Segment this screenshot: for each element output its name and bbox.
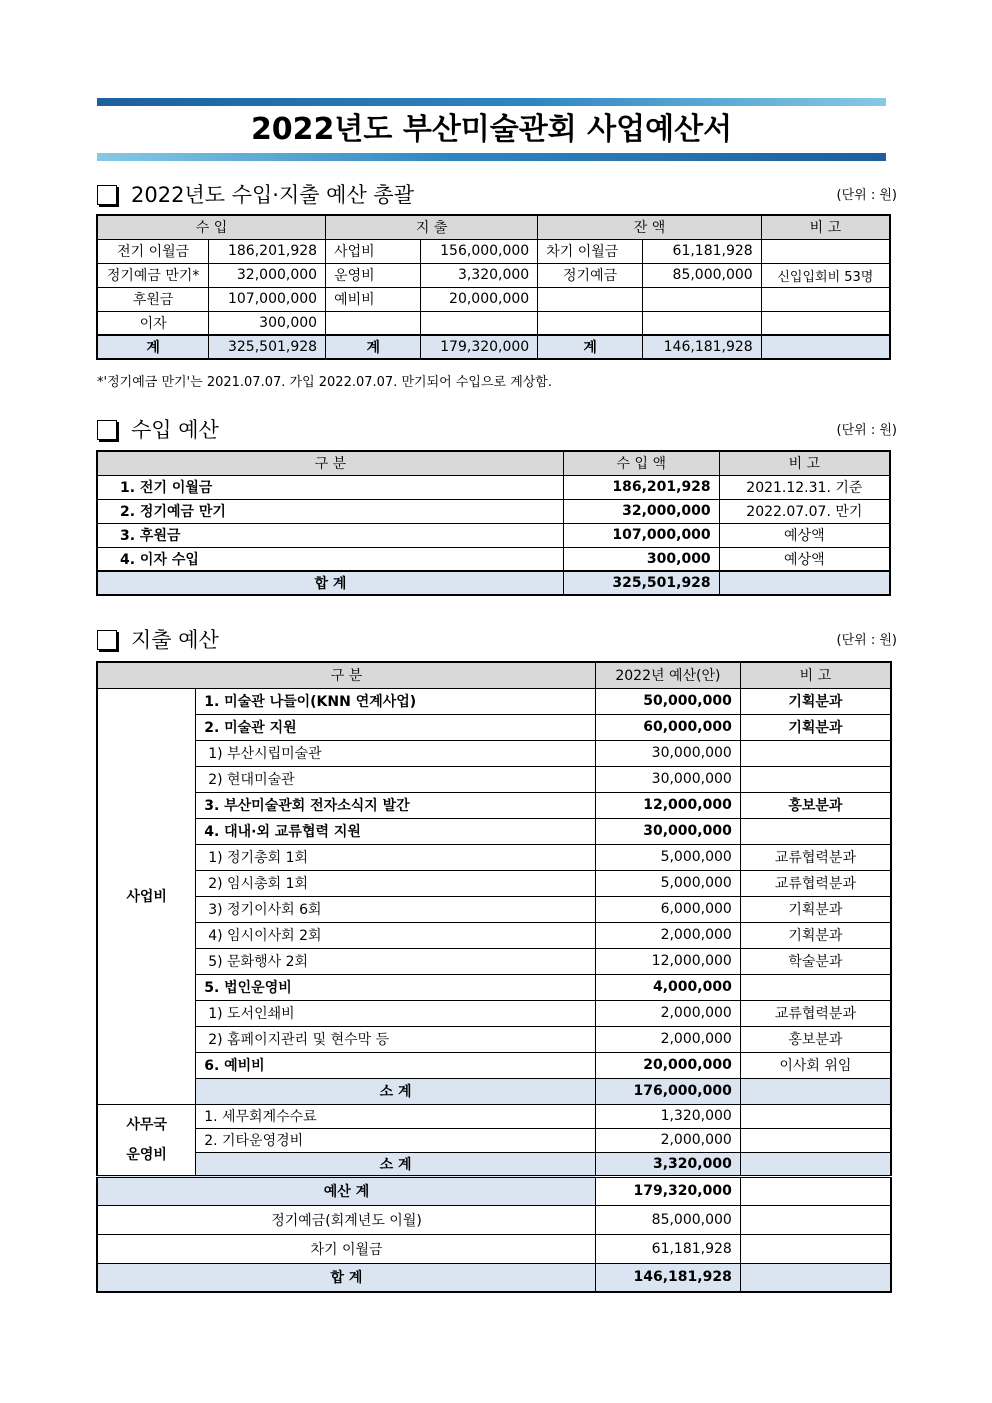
cell: 기획분과 <box>740 688 891 714</box>
group-label-office-line1: 사무국 <box>126 1116 167 1133</box>
cell: 176,000,000 <box>596 1078 741 1104</box>
cell: 2) 임시총회 1회 <box>196 870 596 896</box>
cell <box>740 1205 891 1234</box>
summary-total-row <box>97 335 890 359</box>
cell: 정기예금(회계년도 이월) <box>97 1205 596 1234</box>
cell: 1) 부산시립미술관 <box>196 740 596 766</box>
cell: 5) 문화행사 2회 <box>196 948 596 974</box>
cell <box>740 1152 891 1176</box>
cell: 5,000,000 <box>596 844 741 870</box>
cell <box>740 1263 891 1292</box>
table-row <box>97 475 890 499</box>
table-row <box>97 766 891 792</box>
cell: 교류협력분과 <box>740 844 891 870</box>
cell: 교류협력분과 <box>740 1000 891 1026</box>
cell: 12,000,000 <box>596 792 741 818</box>
expense-header-amount: 2022년 예산(안) <box>596 662 741 688</box>
cell: 32,000,000 <box>563 499 719 523</box>
cell: 6. 예비비 <box>196 1052 596 1078</box>
budget-total-row <box>97 1176 891 1205</box>
cell: 홍보분과 <box>740 792 891 818</box>
cell: 325,501,928 <box>209 335 326 359</box>
cell: 2,000,000 <box>596 1128 741 1152</box>
table-row <box>97 547 890 571</box>
expense-header-row <box>97 662 891 688</box>
cell: 20,000,000 <box>421 287 538 311</box>
table-row <box>97 792 891 818</box>
cell <box>326 311 421 335</box>
cell <box>719 571 890 595</box>
cell <box>740 1176 891 1205</box>
checkbox-icon <box>97 420 117 440</box>
section3-unit: (단위 : 원) <box>836 633 897 648</box>
section3-heading <box>97 626 897 654</box>
cell: 146,181,928 <box>642 335 761 359</box>
summary-table <box>96 214 891 360</box>
expense-header-category: 구 분 <box>97 662 596 688</box>
cell: 61,181,928 <box>596 1234 741 1263</box>
table-row <box>97 818 891 844</box>
cell: 4. 이자 수입 <box>97 547 563 571</box>
income-table <box>96 450 891 596</box>
table-row <box>97 239 890 263</box>
cell: 2,000,000 <box>596 922 741 948</box>
cell: 합 계 <box>97 1263 596 1292</box>
section2-unit: (단위 : 원) <box>836 423 897 438</box>
cell: 30,000,000 <box>596 740 741 766</box>
income-header-row <box>97 451 890 475</box>
table-row <box>97 948 891 974</box>
cell: 학술분과 <box>740 948 891 974</box>
section2-title: 수입 예산 <box>131 418 219 442</box>
cell: 5. 법인운영비 <box>196 974 596 1000</box>
cell <box>761 335 890 359</box>
cell: 차기 이월금 <box>538 239 643 263</box>
cell: 107,000,000 <box>563 523 719 547</box>
cell: 2,000,000 <box>596 1026 741 1052</box>
cell: 예비비 <box>326 287 421 311</box>
title-bar-bottom <box>97 153 886 161</box>
checkbox-icon <box>97 185 117 205</box>
table-row <box>97 1026 891 1052</box>
cell <box>538 287 643 311</box>
cell <box>740 1104 891 1128</box>
cell: 2. 미술관 지원 <box>196 714 596 740</box>
cell: 61,181,928 <box>642 239 761 263</box>
cell: 2022.07.07. 만기 <box>719 499 890 523</box>
cell <box>761 287 890 311</box>
cell: 156,000,000 <box>421 239 538 263</box>
cell: 예상액 <box>719 547 890 571</box>
income-total-row <box>97 571 890 595</box>
deposit-row <box>97 1205 891 1234</box>
summary-header-expense: 지 출 <box>326 215 538 239</box>
table-row <box>97 287 890 311</box>
cell <box>761 239 890 263</box>
cell: 12,000,000 <box>596 948 741 974</box>
group-label-business: 사업비 <box>97 688 196 1104</box>
table-row <box>97 311 890 335</box>
cell: 4. 대내·외 교류협력 지원 <box>196 818 596 844</box>
cell: 300,000 <box>563 547 719 571</box>
cell: 합 계 <box>97 571 563 595</box>
cell: 차기 이월금 <box>97 1234 596 1263</box>
cell: 운영비 <box>326 263 421 287</box>
table-row <box>97 1052 891 1078</box>
cell: 1,320,000 <box>596 1104 741 1128</box>
cell: 30,000,000 <box>596 818 741 844</box>
cell: 186,201,928 <box>209 239 326 263</box>
title-banner <box>97 98 886 162</box>
income-header-remark: 비 고 <box>719 451 890 475</box>
cell: 186,201,928 <box>563 475 719 499</box>
cell: 107,000,000 <box>209 287 326 311</box>
cell <box>740 766 891 792</box>
cell <box>538 311 643 335</box>
table-row <box>97 523 890 547</box>
cell: 85,000,000 <box>642 263 761 287</box>
cell: 1) 정기총회 1회 <box>196 844 596 870</box>
cell <box>740 974 891 1000</box>
cell: 1) 도서인쇄비 <box>196 1000 596 1026</box>
cell: 2) 현대미술관 <box>196 766 596 792</box>
table-row <box>97 499 890 523</box>
summary-header-balance: 잔 액 <box>538 215 762 239</box>
cell: 146,181,928 <box>596 1263 741 1292</box>
section1-unit: (단위 : 원) <box>836 188 897 203</box>
group-label-office-line2: 운영비 <box>126 1146 167 1163</box>
cell: 소 계 <box>196 1078 596 1104</box>
cell <box>740 818 891 844</box>
cell: 5,000,000 <box>596 870 741 896</box>
cell: 후원금 <box>97 287 209 311</box>
cell: 정기예금 <box>538 263 643 287</box>
table-row <box>97 922 891 948</box>
office-subtotal-row <box>97 1152 891 1176</box>
cell: 소 계 <box>196 1152 596 1176</box>
table-row <box>97 844 891 870</box>
cell: 6,000,000 <box>596 896 741 922</box>
cell: 홍보분과 <box>740 1026 891 1052</box>
section3-title: 지출 예산 <box>131 628 219 652</box>
cell: 4) 임시이사회 2회 <box>196 922 596 948</box>
summary-header-income: 수 입 <box>97 215 326 239</box>
cell: 32,000,000 <box>209 263 326 287</box>
cell <box>740 1234 891 1263</box>
cell: 300,000 <box>209 311 326 335</box>
cell: 4,000,000 <box>596 974 741 1000</box>
cell: 30,000,000 <box>596 766 741 792</box>
cell <box>740 1078 891 1104</box>
cell: 정기예금 만기* <box>97 263 209 287</box>
cell: 이사회 위임 <box>740 1052 891 1078</box>
cell: 2,000,000 <box>596 1000 741 1026</box>
cell: 전기 이월금 <box>97 239 209 263</box>
table-row <box>97 740 891 766</box>
document-title: 2022년도 부산미술관회 사업예산서 <box>250 112 733 147</box>
cell: 신입입회비 53명 <box>761 263 890 287</box>
cell: 2) 홈페이지관리 및 현수막 등 <box>196 1026 596 1052</box>
table-row <box>97 714 891 740</box>
cell: 2. 기타운영경비 <box>196 1128 596 1152</box>
income-header-amount: 수 입 액 <box>563 451 719 475</box>
cell: 179,320,000 <box>596 1176 741 1205</box>
cell: 50,000,000 <box>596 688 741 714</box>
summary-footnote: *'정기예금 만기'는 2021.07.07. 가입 2022.07.07. 만기되어 수입으로 계상함. <box>97 375 552 390</box>
cell <box>740 1128 891 1152</box>
title-bar-top <box>97 98 886 106</box>
cell: 기획분과 <box>740 922 891 948</box>
cell: 3. 부산미술관회 전자소식지 발간 <box>196 792 596 818</box>
cell: 60,000,000 <box>596 714 741 740</box>
cell: 2. 정기예금 만기 <box>97 499 563 523</box>
grand-total-row <box>97 1263 891 1292</box>
carry-row <box>97 1234 891 1263</box>
business-subtotal-row <box>97 1078 891 1104</box>
table-row <box>97 974 891 1000</box>
summary-header-remark: 비 고 <box>761 215 890 239</box>
cell: 이자 <box>97 311 209 335</box>
section1-title: 2022년도 수입·지출 예산 총괄 <box>131 183 415 207</box>
cell <box>740 740 891 766</box>
cell: 179,320,000 <box>421 335 538 359</box>
cell: 기획분과 <box>740 896 891 922</box>
section1-heading <box>97 181 897 209</box>
expense-header-remark: 비 고 <box>740 662 891 688</box>
cell: 1. 전기 이월금 <box>97 475 563 499</box>
cell: 교류협력분과 <box>740 870 891 896</box>
cell: 20,000,000 <box>596 1052 741 1078</box>
cell: 계 <box>97 335 209 359</box>
cell: 85,000,000 <box>596 1205 741 1234</box>
table-row <box>97 1104 891 1128</box>
cell: 325,501,928 <box>563 571 719 595</box>
table-row <box>97 263 890 287</box>
cell: 계 <box>538 335 643 359</box>
section2-heading <box>97 416 897 444</box>
cell: 예상액 <box>719 523 890 547</box>
income-header-category: 구 분 <box>97 451 563 475</box>
cell <box>642 311 761 335</box>
cell: 사업비 <box>326 239 421 263</box>
cell: 3) 정기이사회 6회 <box>196 896 596 922</box>
cell <box>761 311 890 335</box>
cell <box>642 287 761 311</box>
table-row <box>97 870 891 896</box>
cell: 기획분과 <box>740 714 891 740</box>
summary-header-row <box>97 215 890 239</box>
cell: 1. 세무회계수수료 <box>196 1104 596 1128</box>
cell: 예산 계 <box>97 1176 596 1205</box>
cell: 3,320,000 <box>596 1152 741 1176</box>
cell: 계 <box>326 335 421 359</box>
group-label-office <box>97 1104 196 1176</box>
table-row <box>97 896 891 922</box>
table-row <box>97 1000 891 1026</box>
cell: 3,320,000 <box>421 263 538 287</box>
cell: 1. 미술관 나들이(KNN 연계사업) <box>196 688 596 714</box>
checkbox-icon <box>97 630 117 650</box>
cell: 2021.12.31. 기준 <box>719 475 890 499</box>
table-row <box>97 688 891 714</box>
expense-table <box>96 661 892 1293</box>
cell: 3. 후원금 <box>97 523 563 547</box>
table-row <box>97 1128 891 1152</box>
cell <box>421 311 538 335</box>
